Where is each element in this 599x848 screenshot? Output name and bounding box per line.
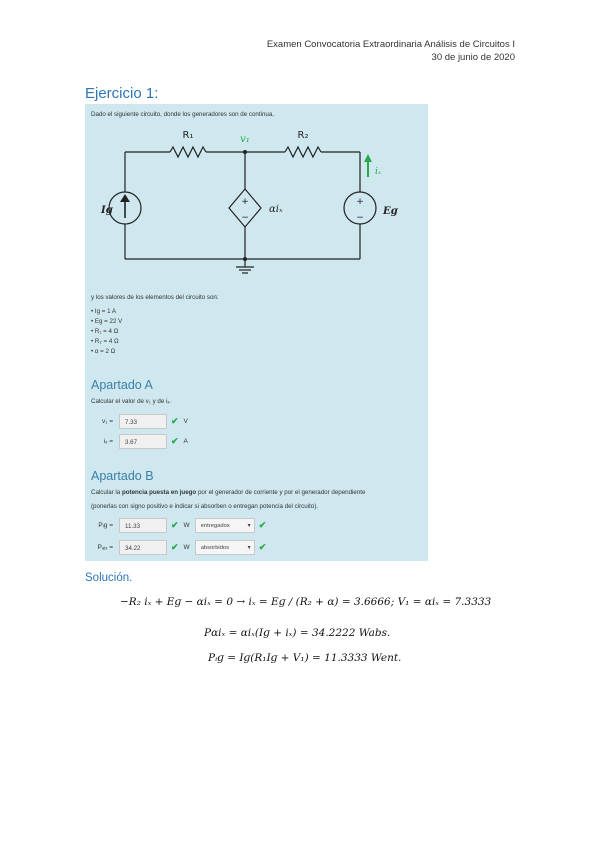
exercise-panel	[85, 104, 428, 561]
label-ix: iₓ	[375, 167, 382, 177]
label-r2: R₂	[297, 130, 309, 141]
question-text: Calcular la	[91, 489, 122, 496]
apartado-b-question-line2: (ponerlas con signo positivo e indicar si absorben o entregan potencia del circuito).	[91, 503, 319, 510]
check-icon: ✔	[171, 416, 179, 426]
label-alpha-ix: αiₓ	[269, 204, 283, 215]
pai-unit: W	[183, 544, 190, 551]
apartado-b-title: Apartado B	[91, 469, 154, 483]
label-r1: R₁	[182, 130, 194, 141]
values-intro: y los valores de los elementos del circuito son:	[91, 294, 219, 301]
svg-text:−: −	[356, 213, 364, 223]
label-eg: Eɡ	[383, 206, 398, 217]
v1-label: v₁ =	[101, 418, 113, 425]
question-text: por el generador de corriente y por el generador dependiente	[196, 489, 366, 496]
equation-3: Pᵢɡ = Iɡ(R₁Iɡ + V₁) = 11.3333 Went.	[208, 652, 402, 664]
ix-unit: A	[183, 438, 188, 445]
list-item: • R₁ = 4 Ω	[91, 327, 122, 337]
check-icon: ✔	[258, 542, 267, 552]
answer-row-pig	[85, 518, 266, 533]
v1-unit: V	[183, 418, 188, 425]
pig-unit: W	[183, 522, 190, 529]
equation-1: −R₂ iₓ + Eɡ − αiₓ = 0 → iₓ = Eɡ / (R₂ + α) = 3.6666; V₁ = αiₓ = 7.3333	[120, 596, 492, 608]
svg-text:+: +	[241, 197, 249, 207]
ix-input[interactable]: 3.67	[119, 434, 167, 449]
pig-select-value: entregados	[200, 523, 230, 529]
label-ig: Iɡ	[101, 205, 113, 216]
apartado-b-question	[91, 489, 365, 496]
check-icon: ✔	[258, 520, 267, 530]
ix-arrow-icon	[364, 154, 372, 177]
solution-title: Solución.	[85, 572, 133, 584]
pai-label: Pₐᵢₓ =	[97, 544, 113, 551]
list-item: • Eɡ = 22 V	[91, 317, 122, 327]
check-icon: ✔	[171, 436, 179, 446]
current-arrow-icon	[120, 194, 130, 218]
pig-select[interactable]	[195, 518, 255, 533]
circuit-diagram	[85, 122, 428, 282]
values-list	[91, 307, 122, 357]
page-header	[267, 38, 515, 64]
pig-label: Pᵢɡ =	[98, 522, 113, 529]
pai-select-value: absorbidos	[200, 545, 230, 551]
answer-row-pai	[85, 540, 266, 555]
apartado-a-title: Apartado A	[91, 378, 153, 392]
exam-title: Examen Convocatoria Extraordinaria Análisis de Circuitos I	[266, 39, 515, 50]
label-v1: v₁	[240, 134, 250, 145]
question-bold: potencia puesta en juego	[121, 489, 197, 496]
v1-input[interactable]: 7.33	[119, 414, 167, 429]
list-item: • Iɡ = 1 A	[91, 307, 122, 317]
list-item: • R₂ = 4 Ω	[91, 337, 122, 347]
chevron-down-icon: ▾	[247, 523, 251, 529]
pig-input[interactable]: 11.33	[119, 518, 167, 533]
svg-text:+: +	[356, 197, 364, 207]
equation-2: Pαiₓ = αiₓ(Iɡ + iₓ) = 34.2222 Wabs.	[204, 627, 391, 639]
check-icon: ✔	[171, 520, 179, 530]
apartado-a-question: Calcular el valor de v₁ y de iₓ.	[91, 398, 172, 405]
answer-row-ix	[85, 434, 188, 449]
ix-label: iₓ =	[103, 438, 113, 445]
check-icon: ✔	[171, 542, 179, 552]
exam-date: 30 de junio de 2020	[431, 52, 515, 63]
pai-input[interactable]: 34.22	[119, 540, 167, 555]
list-item: • α = 2 Ω	[91, 347, 122, 357]
chevron-down-icon: ▾	[247, 545, 251, 551]
answer-row-v1	[85, 414, 188, 429]
pai-select[interactable]	[195, 540, 255, 555]
exercise-title: Ejercicio 1:	[85, 85, 159, 102]
svg-text:−: −	[241, 213, 249, 223]
intro-text: Dado el siguiente circuito, donde los generadores son de continua,	[91, 111, 274, 118]
